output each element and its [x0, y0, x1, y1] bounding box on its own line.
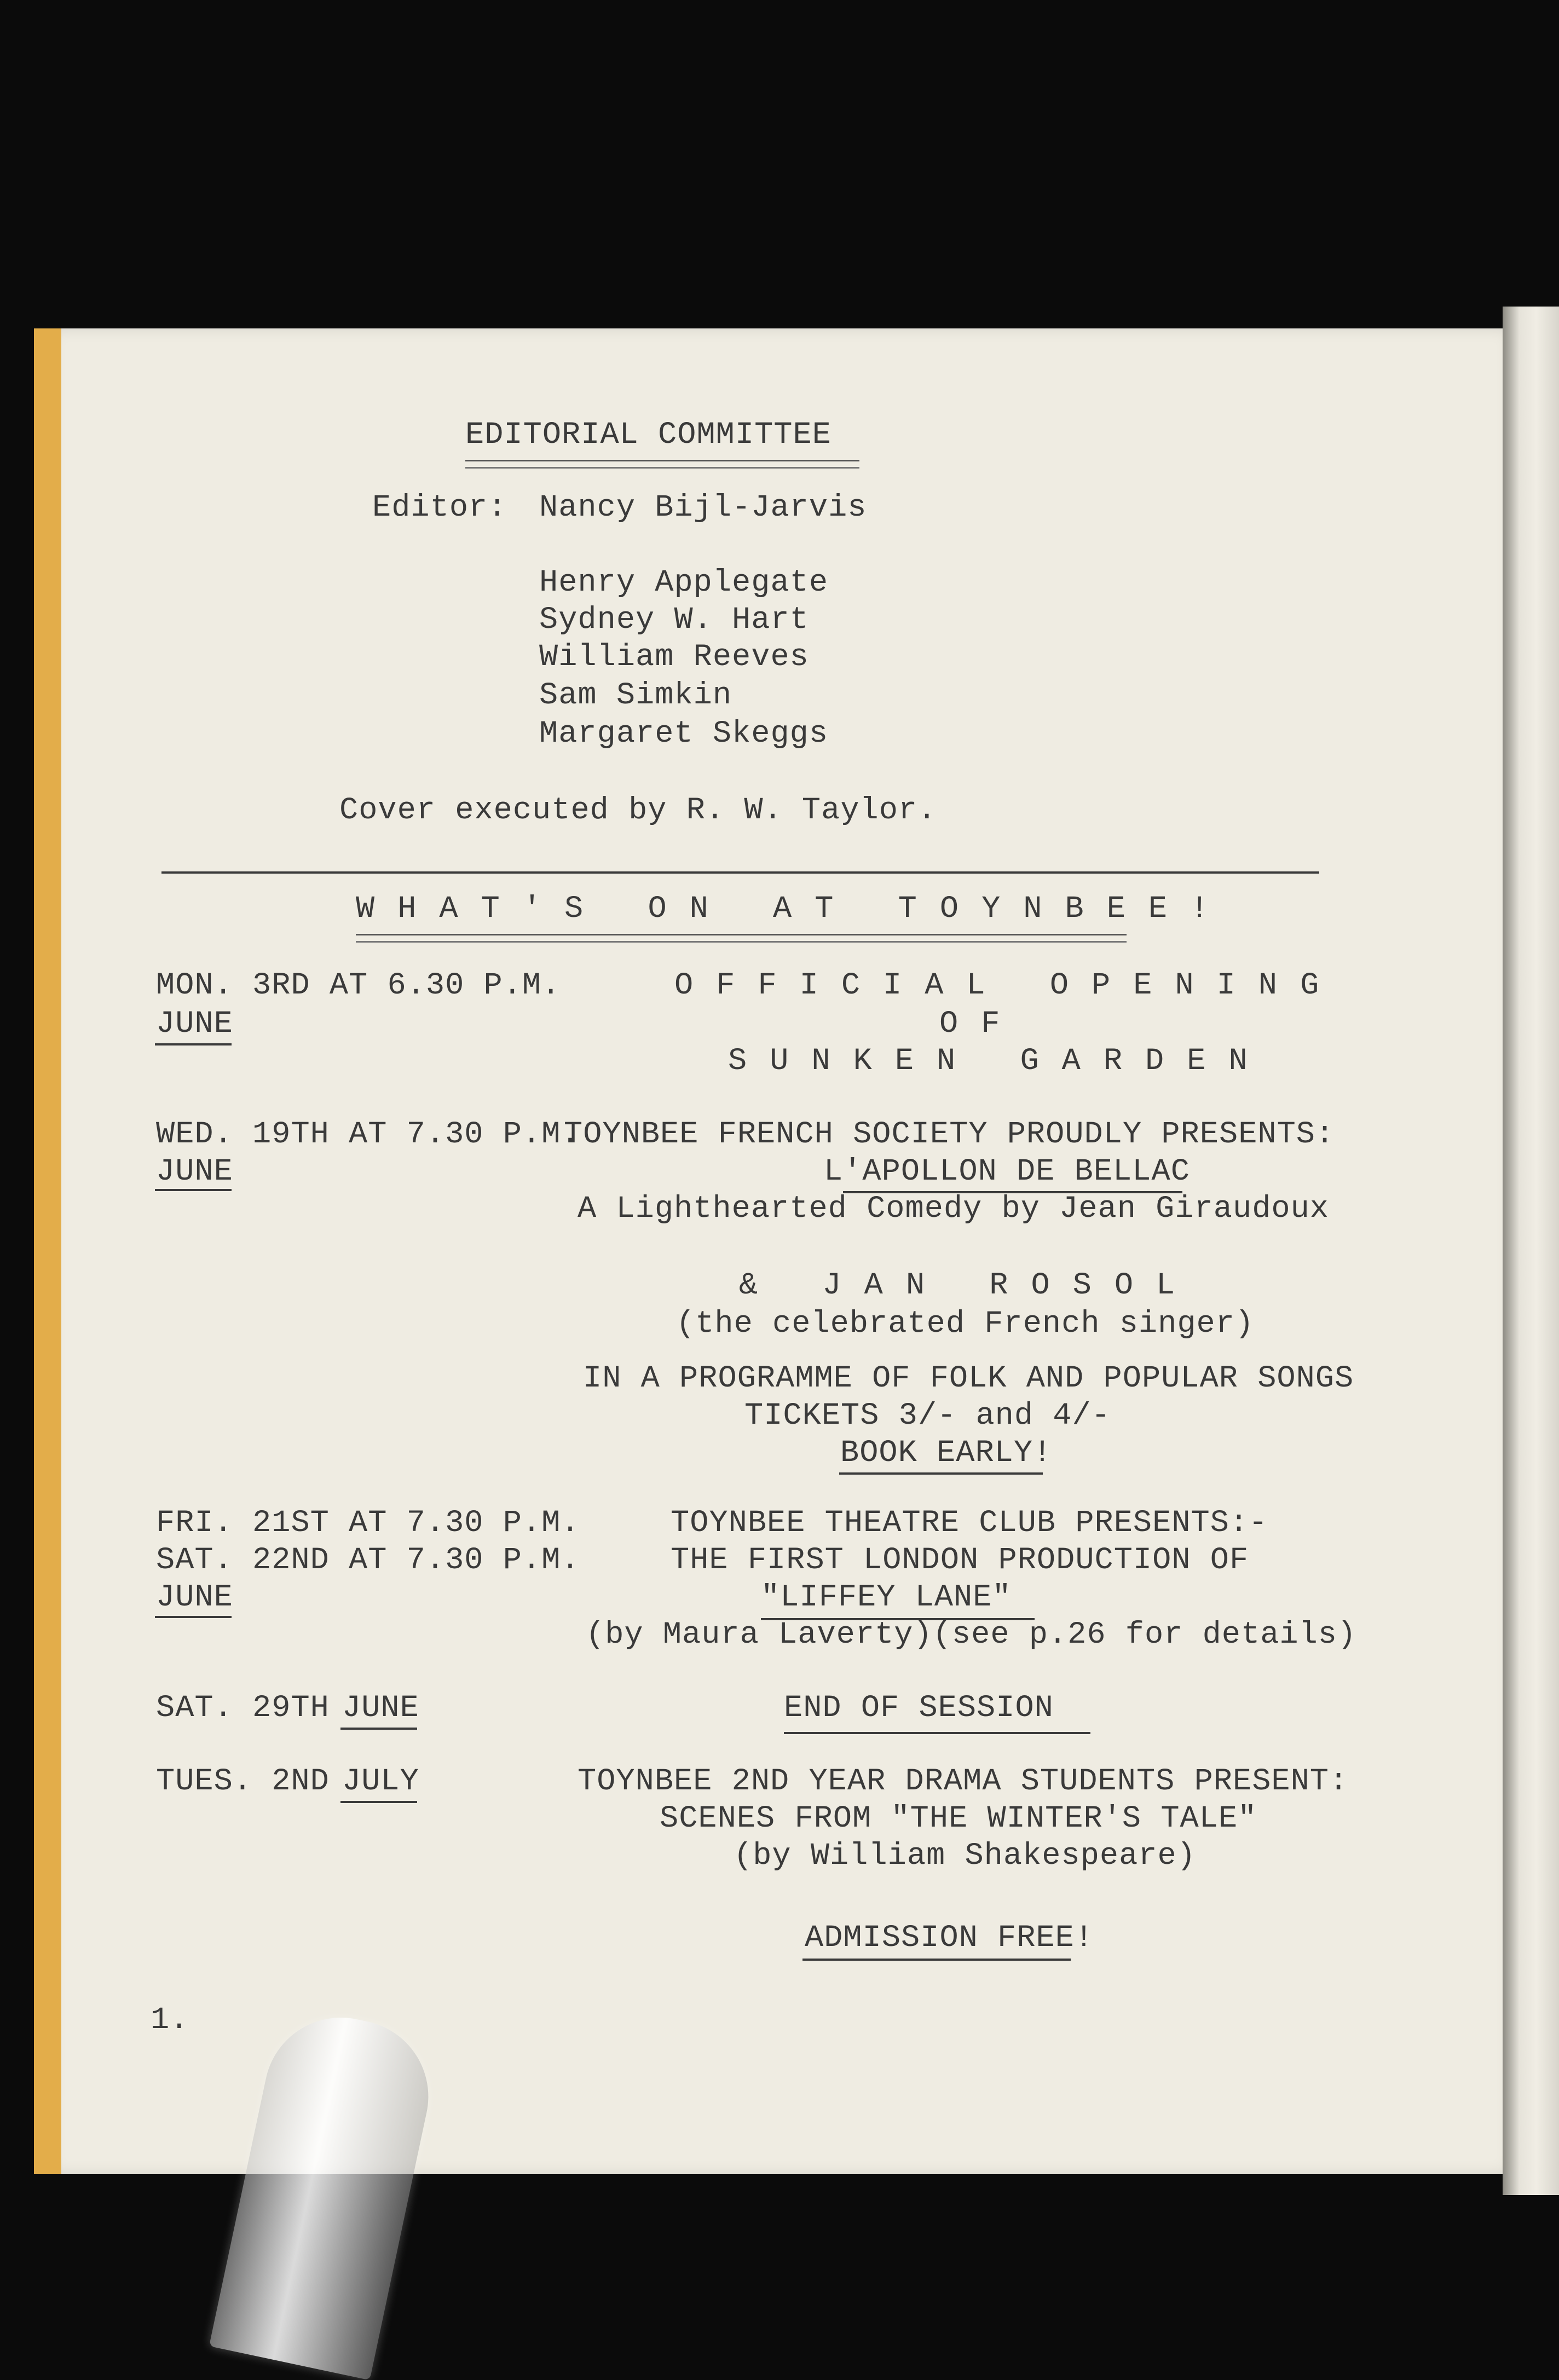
page-gutter	[1503, 307, 1559, 2195]
event-date: SAT. 29TH	[156, 1691, 330, 1726]
event-date: MON. 3RD AT 6.30 P.M.	[156, 968, 561, 1003]
event-play-title: L'APOLLON DE BELLAC	[824, 1154, 1190, 1189]
event-line: SCENES FROM "THE WINTER'S TALE"	[660, 1801, 1257, 1836]
cover-credit: Cover executed by R. W. Taylor.	[339, 793, 937, 828]
committee-member: Sam Simkin	[539, 678, 732, 713]
event-date: WED. 19TH AT 7.30 P.M.	[156, 1117, 580, 1152]
editorial-heading: EDITORIAL COMMITTEE	[465, 418, 832, 453]
whats-on-heading: WHAT'S ON AT TOYNBEE!	[356, 892, 1232, 927]
editor-label: Editor:	[372, 490, 507, 525]
event-line: (by William Shakespeare)	[734, 1839, 1196, 1874]
event-month: JUNE	[156, 1007, 233, 1042]
event-month: JUNE	[342, 1691, 419, 1726]
event-month: JUNE	[156, 1154, 233, 1189]
end-of-session-underline	[784, 1732, 1090, 1734]
event-month: JUNE	[156, 1580, 233, 1615]
event-date: TUES. 2ND	[156, 1764, 330, 1799]
event-month-underline	[155, 1616, 232, 1618]
event-line: TICKETS 3/- and 4/-	[744, 1399, 1111, 1434]
event-line: TOYNBEE FRENCH SOCIETY PROUDLY PRESENTS:	[564, 1117, 1335, 1152]
event-month-underline	[155, 1043, 232, 1045]
event-line: (the celebrated French singer)	[676, 1307, 1255, 1342]
editor-name: Nancy Bijl-Jarvis	[539, 490, 867, 525]
committee-member: Margaret Skeggs	[539, 717, 829, 752]
event-line: END OF SESSION	[784, 1691, 1054, 1726]
page-number: 1.	[151, 2003, 189, 2038]
event-line: ADMISSION FREE!	[805, 1921, 1094, 1956]
editorial-heading-rule	[465, 460, 859, 469]
admission-free-underline	[802, 1959, 1071, 1961]
committee-member: William Reeves	[539, 640, 809, 675]
section-divider	[161, 871, 1319, 874]
event-month: JULY	[342, 1764, 419, 1799]
event-line: THE FIRST LONDON PRODUCTION OF	[671, 1543, 1249, 1578]
event-month-underline	[155, 1189, 232, 1191]
event-play-title: "LIFFEY LANE"	[761, 1580, 1012, 1615]
event-line: TOYNBEE 2ND YEAR DRAMA STUDENTS PRESENT:	[578, 1764, 1349, 1799]
event-line: (by Maura Laverty)(see p.26 for details)	[586, 1618, 1357, 1653]
event-line: A Lighthearted Comedy by Jean Giraudoux	[578, 1192, 1330, 1227]
event-date: FRI. 21ST AT 7.30 P.M.	[156, 1506, 580, 1541]
book-early-underline	[839, 1472, 1043, 1475]
event-line: & JAN ROSOL	[739, 1268, 1198, 1303]
committee-member: Henry Applegate	[539, 565, 829, 600]
event-title: OF	[939, 1007, 1023, 1042]
event-month-underline	[340, 1801, 417, 1803]
event-title: SUNKEN GARDEN	[728, 1044, 1271, 1079]
committee-member: Sydney W. Hart	[539, 603, 809, 638]
event-date: SAT. 22ND AT 7.30 P.M.	[156, 1543, 580, 1578]
event-line: TOYNBEE THEATRE CLUB PRESENTS:-	[671, 1506, 1268, 1541]
event-month-underline	[340, 1728, 417, 1730]
event-line: BOOK EARLY!	[840, 1436, 1053, 1471]
event-line: IN A PROGRAMME OF FOLK AND POPULAR SONGS	[583, 1361, 1354, 1396]
event-title: OFFICIAL OPENING	[674, 968, 1342, 1003]
whats-on-heading-rule	[356, 934, 1127, 943]
